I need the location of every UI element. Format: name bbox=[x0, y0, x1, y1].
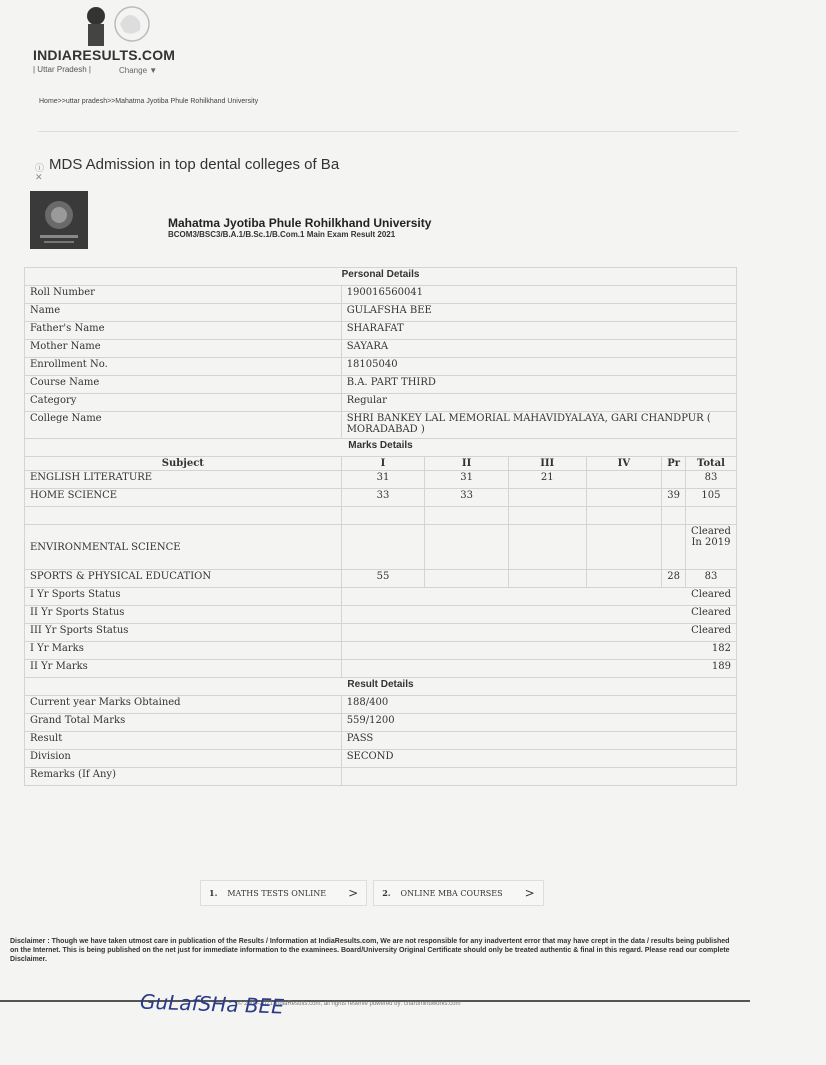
row-label: Result bbox=[25, 732, 342, 750]
mark-cell bbox=[586, 489, 662, 507]
divider bbox=[38, 131, 738, 132]
grand-total-value: 559/1200 bbox=[341, 714, 736, 732]
father-name-value: SHARAFAT bbox=[341, 322, 736, 340]
table-row bbox=[25, 358, 737, 376]
current-marks-value: 188/400 bbox=[341, 696, 736, 714]
row-label: Father's Name bbox=[25, 322, 342, 340]
table-row bbox=[25, 286, 737, 304]
remarks-value bbox=[341, 768, 736, 786]
mother-name-value: SAYARA bbox=[341, 340, 736, 358]
disclaimer-text: Disclaimer : Though we have taken utmost care in publication of the Results / Information at IndiaResults.com, We are not responsible for any inadvertent error that may have crept in the data / results being published on the Internet. This is being published on the net just for immediate information to the examinees. Board/University Original Certificate should only be treated authentic & final in this regard. Please read our complete Disclaimer. bbox=[10, 938, 730, 963]
row-label: Current year Marks Obtained bbox=[25, 696, 342, 714]
column-header: IV bbox=[586, 457, 662, 471]
marks-header-row bbox=[25, 457, 737, 471]
ad-close-icon[interactable]: ✕ bbox=[35, 172, 43, 182]
table-row bbox=[25, 750, 737, 768]
row-label: II Yr Sports Status bbox=[25, 606, 342, 624]
table-row bbox=[25, 660, 737, 678]
roll-number-value: 190016560041 bbox=[341, 286, 736, 304]
table-row bbox=[25, 714, 737, 732]
table-row bbox=[25, 340, 737, 358]
change-region-dropdown[interactable]: Change ▼ bbox=[119, 66, 158, 75]
university-name: Mahatma Jyotiba Phule Rohilkhand University bbox=[168, 216, 432, 230]
copyright-text: © 2009-2021 IndiaResults.com, all rights reserve powered by: charumindworks.com bbox=[238, 1001, 461, 1007]
status-value: Cleared bbox=[341, 624, 736, 642]
total-cell: 105 bbox=[685, 489, 736, 507]
link-label: ONLINE MBA COURSES bbox=[400, 888, 503, 898]
row-label: Course Name bbox=[25, 376, 342, 394]
table-row bbox=[25, 412, 737, 439]
breadcrumb[interactable]: Home>>uttar pradesh>>Mahatma Jyotiba Phule Rohilkhand University bbox=[39, 98, 259, 105]
column-header: II bbox=[425, 457, 509, 471]
status-value: Cleared bbox=[341, 606, 736, 624]
name-value: GULAFSHA BEE bbox=[341, 304, 736, 322]
personal-details-heading: Personal Details bbox=[25, 268, 737, 286]
row-label: III Yr Sports Status bbox=[25, 624, 342, 642]
mark-cell: 33 bbox=[341, 489, 425, 507]
subject-name: HOME SCIENCE bbox=[25, 489, 342, 507]
handwritten-signature: GuLafSHa BEE bbox=[139, 989, 285, 1019]
row-label: College Name bbox=[25, 412, 342, 439]
column-header: Subject bbox=[25, 457, 342, 471]
table-row bbox=[25, 696, 737, 714]
university-logo bbox=[30, 191, 88, 249]
mark-cell: 39 bbox=[662, 489, 686, 507]
total-cell: 83 bbox=[685, 471, 736, 489]
column-header: III bbox=[508, 457, 586, 471]
mark-cell bbox=[586, 525, 662, 570]
subject-name: ENGLISH LITERATURE bbox=[25, 471, 342, 489]
mark-cell bbox=[586, 570, 662, 588]
row-label: Mother Name bbox=[25, 340, 342, 358]
mark-cell: 55 bbox=[341, 570, 425, 588]
division-value: SECOND bbox=[341, 750, 736, 768]
result-value: PASS bbox=[341, 732, 736, 750]
link-number: 2. bbox=[382, 888, 391, 898]
ad-info-icon[interactable]: ⓘ bbox=[35, 163, 45, 173]
table-row bbox=[25, 732, 737, 750]
college-value: SHRI BANKEY LAL MEMORIAL MAHAVIDYALAYA, GARI CHANDPUR ( MORADABAD ) bbox=[341, 412, 736, 439]
table-row bbox=[25, 489, 737, 507]
link-number: 1. bbox=[209, 888, 218, 898]
region-label: | Uttar Pradesh | bbox=[33, 65, 91, 74]
subject-name: ENVIRONMENTAL SCIENCE bbox=[25, 525, 342, 570]
site-logo-icon bbox=[82, 4, 162, 48]
table-row bbox=[25, 588, 737, 606]
table-row bbox=[25, 394, 737, 412]
status-value: 182 bbox=[341, 642, 736, 660]
column-header: Pr bbox=[662, 457, 686, 471]
result-details-heading: Result Details bbox=[25, 678, 737, 696]
row-label: Category bbox=[25, 394, 342, 412]
table-row bbox=[25, 570, 737, 588]
mark-cell: 21 bbox=[508, 471, 586, 489]
mark-cell bbox=[341, 525, 425, 570]
table-row bbox=[25, 606, 737, 624]
total-cell: Cleared In 2019 bbox=[685, 525, 736, 570]
table-row bbox=[25, 624, 737, 642]
table-row bbox=[25, 642, 737, 660]
status-value: Cleared bbox=[341, 588, 736, 606]
mark-cell bbox=[508, 525, 586, 570]
row-label: I Yr Sports Status bbox=[25, 588, 342, 606]
table-row bbox=[25, 376, 737, 394]
mark-cell bbox=[508, 570, 586, 588]
chevron-right-icon: > bbox=[524, 886, 535, 900]
total-cell: 83 bbox=[685, 570, 736, 588]
marks-details-heading: Marks Details bbox=[25, 439, 737, 457]
exam-name: BCOM3/BSC3/B.A.1/B.Sc.1/B.Com.1 Main Exam Result 2021 bbox=[168, 230, 396, 239]
mba-courses-link[interactable] bbox=[373, 880, 543, 906]
course-value: B.A. PART THIRD bbox=[341, 376, 736, 394]
subject-name: SPORTS & PHYSICAL EDUCATION bbox=[25, 570, 342, 588]
result-table bbox=[24, 267, 737, 786]
link-label: MATHS TESTS ONLINE bbox=[227, 888, 327, 898]
table-row bbox=[25, 322, 737, 340]
mark-cell: 33 bbox=[425, 489, 509, 507]
mark-cell bbox=[662, 471, 686, 489]
row-label: Division bbox=[25, 750, 342, 768]
mark-cell bbox=[425, 525, 509, 570]
table-row bbox=[25, 304, 737, 322]
mark-cell bbox=[425, 570, 509, 588]
mark-cell bbox=[508, 489, 586, 507]
category-value: Regular bbox=[341, 394, 736, 412]
enrollment-value: 18105040 bbox=[341, 358, 736, 376]
mark-cell bbox=[586, 471, 662, 489]
maths-tests-link[interactable] bbox=[200, 880, 367, 906]
row-label: Grand Total Marks bbox=[25, 714, 342, 732]
site-name[interactable]: INDIARESULTS.COM bbox=[33, 47, 176, 63]
table-row-empty bbox=[25, 507, 737, 525]
ad-link[interactable]: MDS Admission in top dental colleges of Ba bbox=[49, 156, 340, 173]
mark-cell bbox=[662, 525, 686, 570]
mark-cell: 28 bbox=[662, 570, 686, 588]
mark-cell: 31 bbox=[425, 471, 509, 489]
mark-cell: 31 bbox=[341, 471, 425, 489]
row-label: Roll Number bbox=[25, 286, 342, 304]
row-label: I Yr Marks bbox=[25, 642, 342, 660]
row-label: II Yr Marks bbox=[25, 660, 342, 678]
table-row bbox=[25, 471, 737, 489]
row-label: Enrollment No. bbox=[25, 358, 342, 376]
row-label: Remarks (If Any) bbox=[25, 768, 342, 786]
column-header: Total bbox=[685, 457, 736, 471]
column-header: I bbox=[341, 457, 425, 471]
status-value: 189 bbox=[341, 660, 736, 678]
table-row bbox=[25, 525, 737, 570]
footer-links bbox=[200, 880, 544, 906]
table-row bbox=[25, 768, 737, 786]
row-label: Name bbox=[25, 304, 342, 322]
chevron-right-icon: > bbox=[348, 886, 359, 900]
